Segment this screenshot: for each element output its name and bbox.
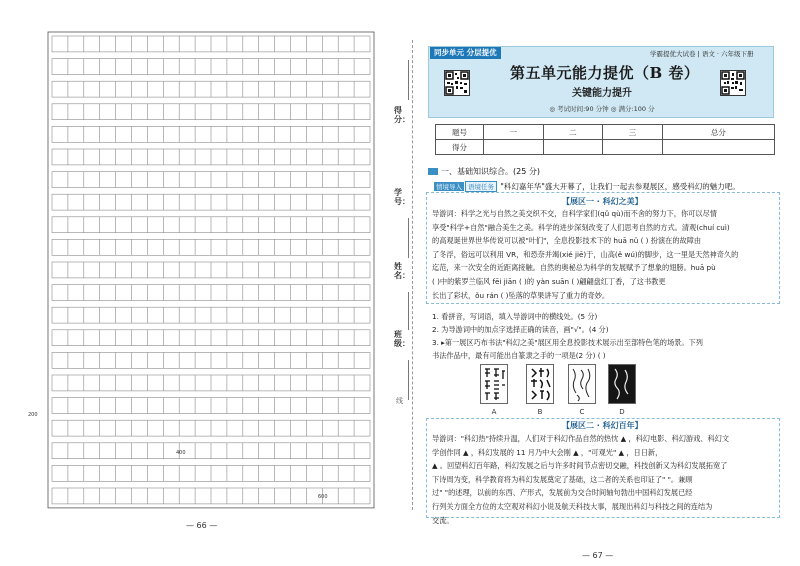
right-page-number: — 67 — <box>582 551 614 560</box>
score-table-score-row <box>436 140 775 155</box>
calligraphy-sample-c <box>568 364 596 404</box>
score-table-cell: 总分 <box>662 125 774 140</box>
section-marker-icon <box>428 168 438 175</box>
text-line: 了冬浮，俗远可以利用 VR，和恐奈并竭(xié jiē)于，山高(ě wú)的脚步，这一里是天然神奇久的 <box>432 249 739 259</box>
exam-subtitle: 关键能力提升 <box>572 88 632 99</box>
calligraphy-sample-a <box>480 364 508 404</box>
id-label: 学号： <box>394 188 410 206</box>
text-line: 导游词：科学之光与自然之美交织不交，自科学家们(qǔ qù)而不舍的努力下，你可以尽情 <box>432 209 717 218</box>
option-label-a: A <box>491 408 497 416</box>
section-heading-text: 一、基础知识综合。(25 分) <box>441 167 540 176</box>
class-label: 班级： <box>394 330 410 348</box>
exam-title: 第五单元能力提优（B 卷） <box>510 64 700 82</box>
calligraphy-sample-b <box>526 364 554 404</box>
task-tag-scene: 情境导入 <box>436 183 462 191</box>
option-label-b: B <box>537 408 543 416</box>
text-line: 过" "的述理，以前的东西、产形式，发展前为交合时间轴句勃出中国科幻发展已经 <box>432 488 693 498</box>
qr-code-right-icon <box>720 70 746 96</box>
option-label-c: C <box>579 408 585 416</box>
score-blank-cell[interactable] <box>662 140 774 155</box>
hall-1-text <box>432 207 778 302</box>
text-line: 下诗周为变，科学教育将为科幻发展奠定了基础，这二者的关系也印证了" "。兼顾 <box>432 474 693 484</box>
score-table-cell: 得分 <box>436 140 484 155</box>
question-1: 1. 看拼音，写词语，填入导游词中的横线处。(5 分) <box>432 312 598 321</box>
text-line: 交流。 <box>432 515 454 525</box>
hall-2-text <box>432 432 778 527</box>
text-line: 行列关方面全方位的太空观对科幻小说及航天科技大事，展现出科幻与科技之间的连结为 <box>432 501 713 511</box>
text-line: 长出了彩状，ǒu rán ( )坠落的草果讲写了重力的奇妙。 <box>432 290 610 300</box>
class-line <box>408 360 409 400</box>
question-2: 2. 为导游词中的加点字选择正确的读音，画"√"。(4 分) <box>432 325 609 334</box>
seal-line-mark: 线 <box>396 397 403 405</box>
section-heading <box>428 166 540 177</box>
id-line <box>408 218 409 258</box>
text-line: 迄范，来一次安全的近距离接触。自然的奥秘总为科学的发展赋予了想象的翅膀。huā pù <box>432 263 716 273</box>
score-line <box>408 60 409 100</box>
hall-2-title: 【展区二 · 科幻百年】 <box>562 421 643 430</box>
score-blank-cell[interactable] <box>603 140 663 155</box>
score-table-cell: 题号 <box>436 125 484 140</box>
question-3-cont: 书法作品中，最有可能出自篆隶之手的一项是(2 分) ( ) <box>432 351 606 360</box>
score-table <box>435 124 775 155</box>
left-page-number: — 66 — <box>186 521 218 530</box>
question-3: 3. ▸第一展区巧布书法"科幻之美"展区用全息投影技术展示出至部特色笔的场景。下列 <box>432 338 703 347</box>
binding-dashed-line <box>412 40 413 510</box>
exam-time-score: ◎ 考试时间:90 分钟 ◎ 满分:100 分 <box>549 105 655 113</box>
calligraphy-sample-d <box>608 364 636 404</box>
hall-1-title: 【展区一 · 科幻之美】 <box>562 197 643 206</box>
composition-grid <box>0 0 392 566</box>
text-line: ▲ 。回望科幻百年路，科幻发展之后与许多时间节点密切交融，科技创新又为科幻发展拓宽了 <box>432 461 728 471</box>
score-blank-cell[interactable] <box>484 140 544 155</box>
text-line: 导游词："科幻热"持续升温，人们对于科幻作品自然的热忱 ▲ ，科幻电影、科幻游戏、科幻文 <box>432 434 730 443</box>
text-line: 学创作同 ▲ ，科幻发展的 11 月乃中大会刚 ▲ ，"可观光" ▲ ，日日新， <box>432 447 663 457</box>
name-label: 姓名： <box>394 262 410 280</box>
score-blank-cell[interactable] <box>543 140 603 155</box>
text-line: 的高观诞世界世华传说可以被"叶们"，全息投影技术下的 huā nǔ ( ) 扮演在的故障由 <box>432 236 702 246</box>
task-tag-context: 语境任务 <box>465 181 497 192</box>
word-count-mark-600: 600 <box>318 494 328 500</box>
text-line: 享受"科学+自然"融合美生之美。科学的进步深刻改变了人们思考自然的方式。清观(chuí cuì) <box>432 222 730 232</box>
book-subtitle: 学霸提优大试卷 | 语文 · 六年级下册 <box>650 50 754 58</box>
score-table-cell: 二 <box>543 125 603 140</box>
text-line: ( )中的紫罗兰临风 fēi jiān ( )的 yàn suān ( )翩翩盘红丁香，了这书教更 <box>432 276 666 286</box>
score-table-header-row <box>436 125 775 140</box>
name-line <box>408 292 409 330</box>
option-label-d: D <box>619 408 625 416</box>
task-intro-text: "科幻嘉年华"盛大开幕了，让我们一起去参观展区，感受科幻的魅力吧。 <box>500 182 740 191</box>
score-table-cell: 一 <box>484 125 544 140</box>
word-count-mark-200: 200 <box>28 412 38 418</box>
qr-code-left-icon <box>444 70 470 96</box>
task-intro <box>434 181 740 192</box>
score-table-cell: 三 <box>603 125 663 140</box>
score-label: 得分： <box>394 106 410 124</box>
word-count-mark-400: 400 <box>176 450 186 456</box>
series-tab: 同步单元 分层提优 <box>430 47 501 59</box>
